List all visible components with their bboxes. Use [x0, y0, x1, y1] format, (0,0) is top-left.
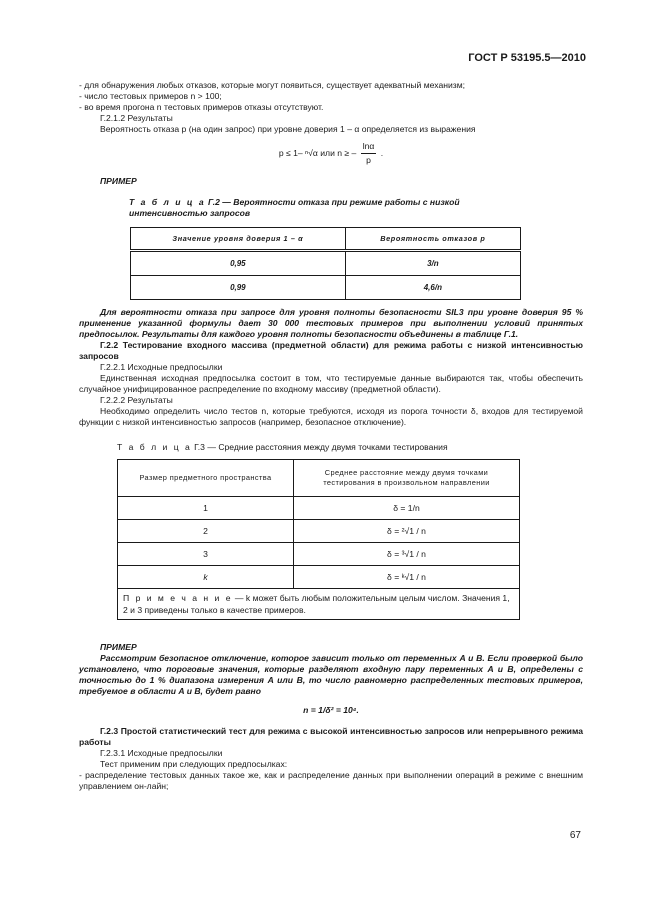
bullet-test-count: - число тестовых примеров n > 100;	[79, 91, 222, 101]
table-row	[118, 566, 520, 589]
bullet-adequate-mechanism: - для обнаружения любых отказов, которые могут появиться, существует адекватный механизм;	[79, 80, 465, 90]
section-g23-title: Г.2.3 Простой статистический тест для режима с высокой интенсивностью запросов или непрерывного режима работы	[79, 726, 583, 747]
table3	[117, 459, 520, 620]
standard-designation: ГОСТ Р 53195.5—2010	[468, 52, 586, 64]
formula-failure-probability	[79, 141, 583, 166]
table3-cell: k	[118, 566, 294, 589]
table3-cell: δ = ³√1 / n	[294, 543, 520, 566]
table-row	[131, 276, 521, 300]
formula-end: .	[380, 147, 384, 158]
table3-header-space-size: Размер предметного пространства	[118, 460, 294, 497]
table3-cell: 2	[118, 520, 294, 543]
formula-denominator: p	[366, 155, 371, 165]
bullet-no-failures: - во время прогона n тестовых примеров отказы отсутствуют.	[79, 102, 324, 112]
formula-numerator: lnα	[361, 141, 377, 154]
section-g212-title: Г.2.1.2 Результаты	[100, 113, 173, 123]
table-row	[118, 520, 520, 543]
table3-caption-title: Г.3 — Средние расстояния между двумя точками тестирования	[191, 442, 448, 452]
section-g222-title: Г.2.2.2 Результаты	[100, 395, 173, 405]
table3-cell: 1	[118, 497, 294, 520]
table3-note-prefix: П р и м е ч а н и е	[123, 593, 233, 603]
table-row	[131, 251, 521, 276]
table3-caption	[117, 442, 583, 453]
section-g221-title: Г.2.2.1 Исходные предпосылки	[100, 362, 223, 372]
table2-header-confidence: Значение уровня доверия 1 – α	[131, 228, 346, 251]
table3-cell: δ = ᵏ√1 / n	[294, 566, 520, 589]
table2-cell: 4,6/n	[345, 276, 520, 300]
page-content	[79, 80, 583, 792]
section-g231-text: Тест применим при следующих предпосылках:	[100, 759, 288, 769]
table-row	[118, 497, 520, 520]
formula-fraction	[361, 141, 377, 166]
sil3-paragraph: Для вероятности отказа при запросе для уровня полноты безопасности SIL3 при уровне доверия 95 % применение указанной формулы дает 30 000 тестовых примеров при выполнении условий принятых предпосылок. Результаты для каждого уровня полноты безопасности объединены в таблице Г.1.	[79, 307, 583, 339]
table-row	[118, 543, 520, 566]
table2-cell: 3/n	[345, 251, 520, 276]
section-g221-text: Единственная исходная предпосылка состоит в том, что тестируемые данные выбираются так, чтобы обеспечить случайное унифицированное распределение по входному массиву (предметной области).	[79, 373, 583, 394]
table3-note-row	[118, 589, 520, 620]
table2-caption-prefix: Т а б л и ц а	[129, 197, 206, 207]
formula-test-count: n = 1/δ² = 10⁴.	[303, 705, 359, 715]
table3-cell: δ = ²√1 / n	[294, 520, 520, 543]
table2-cell: 0,95	[131, 251, 346, 276]
table3-note	[118, 589, 520, 620]
example-label: ПРИМЕР	[100, 176, 137, 186]
table3-caption-prefix: Т а б л и ц а	[117, 442, 192, 452]
example2-label: ПРИМЕР	[100, 642, 137, 652]
section-g222-text: Необходимо определить число тестов n, которые требуются, исходя из порога точности δ, входов для тестируемой функции с низкой интенсивностью запросов (например, безопасное отключение).	[79, 406, 583, 427]
section-g231-bullet: - распределение тестовых данных такое же, как и распределение данных при выполнении операций в режиме с внешним управлением он-лайн;	[79, 770, 583, 791]
table3-cell: 3	[118, 543, 294, 566]
section-g212-text: Вероятность отказа p (на один запрос) при уровне доверия 1 – α определяется из выражения	[100, 124, 476, 134]
table3-note-text: — k может быть любым положительным целым числом. Значения 1, 2 и 3 приведены только в качестве примеров.	[123, 593, 510, 615]
example2-text: Рассмотрим безопасное отключение, которое зависит только от переменных A и B. Если проверкой было установлено, что пороговые значения, которые разделяют входную пару переменных A и B, определены с точностью до 1 % диапазона измерения A или B, то число равномерно распределенных тестовых примеров, требуемое в области A и B, будет равно	[79, 653, 583, 696]
table3-cell: δ = 1/n	[294, 497, 520, 520]
section-g231-title: Г.2.3.1 Исходные предпосылки	[100, 748, 223, 758]
table2-cell: 0,99	[131, 276, 346, 300]
formula-left: p ≤ 1– ⁿ√α или n ≥ –	[278, 147, 357, 158]
table2-caption	[129, 197, 523, 219]
table3-header-mean-distance: Среднее расстояние между двумя точками тестирования в произвольном направлении	[294, 460, 520, 497]
section-g22-title: Г.2.2 Тестирование входного массива (предметной области) для режима работы с низкой интенсивностью запросов	[79, 340, 583, 361]
page-number: 67	[569, 830, 581, 841]
table2	[130, 227, 521, 300]
table2-header-failure-probability: Вероятность отказов p	[345, 228, 520, 251]
table2-caption-title: Г.2 — Вероятности отказа при режиме работы с низкой интенсивностью запросов	[129, 197, 460, 218]
